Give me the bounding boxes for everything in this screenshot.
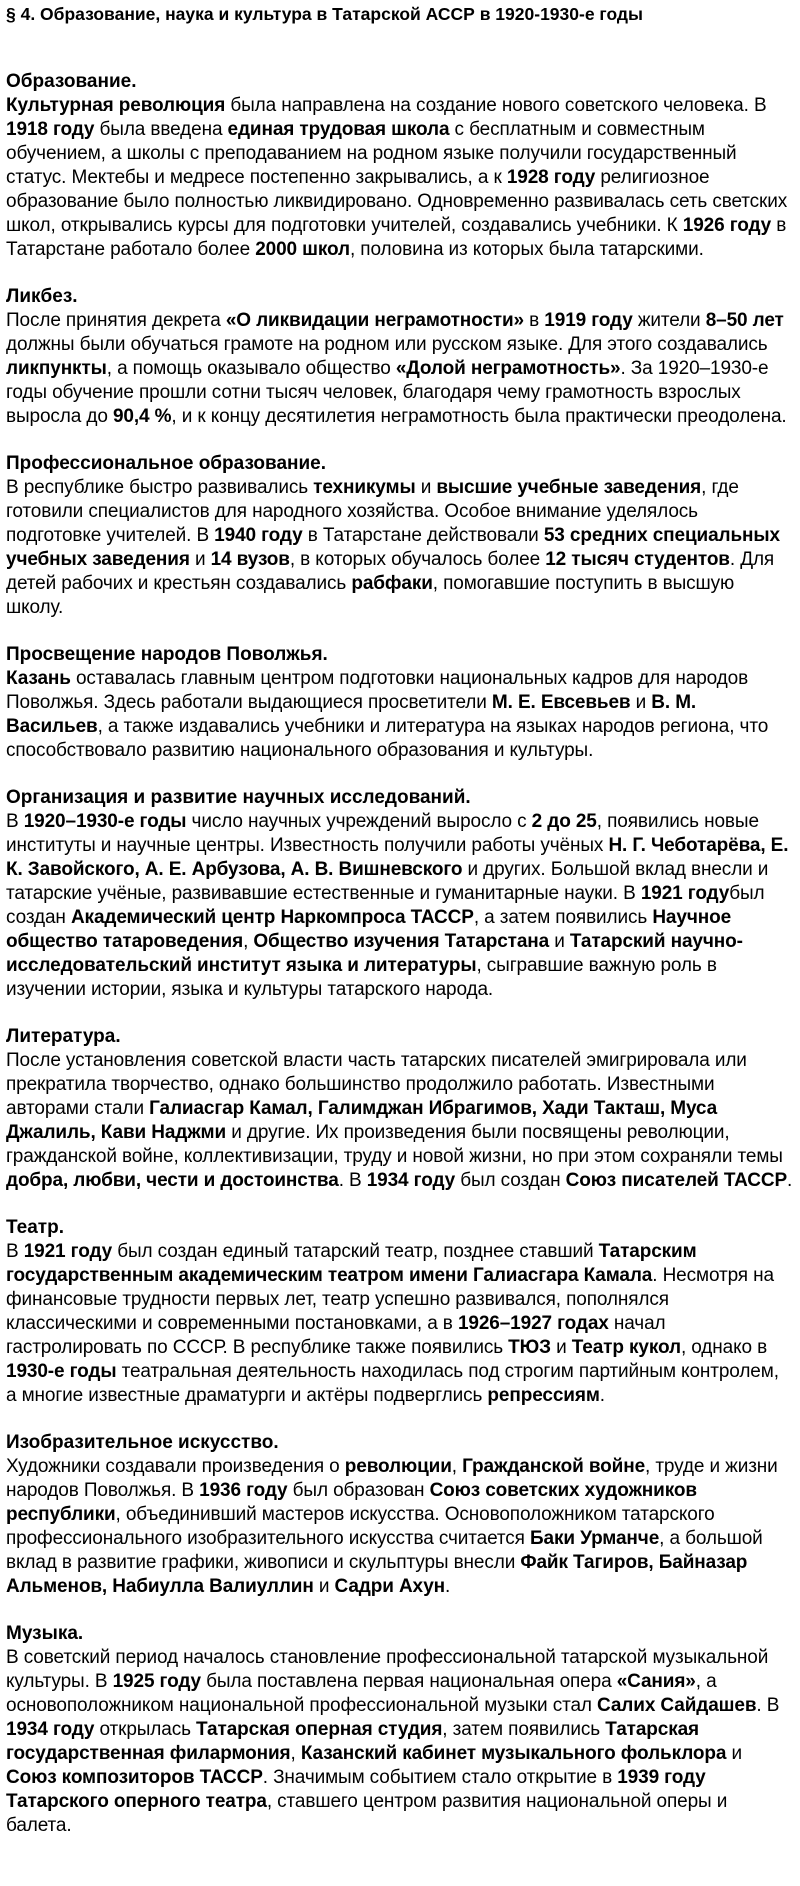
body-text: , а помощь оказывало общество bbox=[106, 358, 396, 379]
body-text: , bbox=[451, 1456, 463, 1477]
body-text: был создан единый татарский театр, позднее ставший bbox=[112, 1241, 599, 1262]
emphasis-text: 1921 году bbox=[23, 1241, 113, 1262]
emphasis-text: 1934 году bbox=[366, 1170, 456, 1191]
emphasis-text: ликпункты bbox=[6, 358, 107, 379]
body-text: В bbox=[6, 811, 24, 832]
body-text: и bbox=[415, 477, 437, 498]
section-heading: Образование. bbox=[6, 71, 137, 92]
section bbox=[6, 1431, 794, 1599]
body-text: , а также издавались учебники и литература на языках народов региона, что способствовало развитию национального образования и культуры. bbox=[6, 716, 769, 761]
body-text: Художники создавали произведения о bbox=[6, 1456, 345, 1477]
body-text: . За 1920–1930-е годы обучение прошли сотни тысяч человек, благодаря чему грамотность взрослых выросла до bbox=[6, 358, 769, 427]
emphasis-text: 1936 году bbox=[199, 1480, 288, 1501]
body-text: театральная деятельность находилась под строгим партийным контролем, а многие известные драматурги и актёры подверглись bbox=[6, 1361, 779, 1406]
emphasis-text: 1919 году bbox=[544, 310, 633, 331]
body-text: , в которых обучалось более bbox=[289, 549, 546, 570]
emphasis-text: репрессиям bbox=[487, 1385, 600, 1406]
body-text: , и к концу десятилетия неграмотность была практически преодолена. bbox=[171, 406, 787, 427]
section-heading: Профессиональное образование. bbox=[6, 453, 327, 474]
section bbox=[6, 452, 794, 620]
body-text: религиозное образование было полностью ликвидировано. Одновременно развивалась сеть светских школ, открывались курсы для подготовки учителей, создавались учебники. К bbox=[6, 167, 788, 236]
section-paragraph bbox=[6, 1455, 794, 1599]
emphasis-text: Баки Урманче bbox=[530, 1528, 660, 1549]
section-heading: Изобразительное искусство. bbox=[6, 1432, 279, 1453]
section-paragraph bbox=[6, 94, 794, 262]
body-text: После установления советской власти часть татарских писателей эмигрировала или прекратила творчество, однако большинство продолжило работать. Известными авторами стали bbox=[6, 1050, 747, 1119]
body-text: в bbox=[524, 310, 545, 331]
body-text: , однако в bbox=[680, 1337, 768, 1358]
section-paragraph bbox=[6, 667, 794, 763]
body-text: и других. Большой вклад внесли и татарские учёные, развивавшие естественные и гуманитарные науки. В bbox=[6, 859, 769, 904]
body-text: . В bbox=[338, 1170, 367, 1191]
body-text: оставалась главным центром подготовки национальных кадров для народов Поволжья. Здесь работали выдающиеся просветители bbox=[6, 668, 749, 713]
body-text: с бесплатным и совместным обучением, а школы с преподаванием на родном языке получили государственный статус. Мектебы и медресе постепенно закрывались, а к bbox=[6, 119, 737, 188]
emphasis-text: Союз советских художников республики bbox=[6, 1480, 697, 1525]
body-text: В bbox=[6, 1241, 24, 1262]
body-text: После принятия декрета bbox=[6, 310, 226, 331]
section-heading: Литература. bbox=[6, 1026, 121, 1047]
body-text: , помогавшие поступить в высшую школу. bbox=[6, 573, 735, 618]
emphasis-text: В. М. Васильев bbox=[6, 692, 697, 737]
body-text: и bbox=[313, 1576, 335, 1597]
emphasis-text: 1918 году bbox=[6, 119, 95, 140]
body-text: , где готовили специалистов для народного хозяйства. Особое внимание уделялось подготовке учителей. В bbox=[6, 477, 739, 546]
section-heading: Музыка. bbox=[6, 1623, 84, 1644]
emphasis-text: 1930-е годы bbox=[6, 1361, 117, 1382]
emphasis-text: Татарским государственным академическим театром имени Галиасгара Камала bbox=[6, 1241, 697, 1286]
section bbox=[6, 70, 794, 262]
section-paragraph bbox=[6, 1646, 794, 1838]
body-text: должны были обучаться грамоте на родном или русском языке. Для этого создавались bbox=[6, 334, 768, 355]
emphasis-text: Файк Тагиров, Байназар Альменов, Набиулла Валиуллин bbox=[6, 1552, 748, 1597]
section bbox=[6, 285, 794, 429]
section bbox=[6, 1216, 794, 1408]
body-text: был создан bbox=[455, 1170, 566, 1191]
emphasis-text: Казань bbox=[6, 668, 71, 689]
body-text: . В bbox=[756, 1695, 780, 1716]
body-text: , объединивший мастеров искусства. Основоположником татарского профессионального изобразительного искусства считается bbox=[6, 1504, 715, 1549]
section-heading: Просвещение народов Поволжья. bbox=[6, 644, 328, 665]
body-text: , сыгравшие важную роль в изучении истории, языка и культуры татарского народа. bbox=[6, 955, 717, 1000]
body-text: в Татарстане действовали bbox=[302, 525, 544, 546]
body-text: . bbox=[599, 1385, 605, 1406]
body-text: был создан bbox=[6, 883, 765, 928]
body-text: и bbox=[189, 549, 211, 570]
emphasis-text: Научное общество татароведения bbox=[6, 907, 732, 952]
section-heading: Ликбез. bbox=[6, 286, 78, 307]
body-text: . Значимым событием стало открытие в bbox=[262, 1767, 618, 1788]
emphasis-text: М. Е. Евсевьев bbox=[491, 692, 631, 713]
section-paragraph bbox=[6, 1049, 794, 1193]
body-text: была поставлена первая национальная опера bbox=[200, 1671, 617, 1692]
body-text: в Татарстане работало более bbox=[6, 215, 787, 260]
body-text: и bbox=[726, 1743, 742, 1764]
emphasis-text: рабфаки bbox=[351, 573, 433, 594]
body-text: число научных учреждений выросло с bbox=[186, 811, 532, 832]
emphasis-text: Казанский кабинет музыкального фольклора bbox=[300, 1743, 727, 1764]
body-text: , ставшего центром развития национальной оперы и балета. bbox=[6, 1791, 728, 1836]
section bbox=[6, 643, 794, 763]
sections-container bbox=[6, 70, 794, 1838]
body-text: жители bbox=[632, 310, 706, 331]
body-text: В республике быстро развивались bbox=[6, 477, 314, 498]
emphasis-text: «Сания» bbox=[616, 1671, 696, 1692]
emphasis-text: 1920–1930-е годы bbox=[23, 811, 187, 832]
section-heading: Театр. bbox=[6, 1217, 64, 1238]
body-text: . bbox=[445, 1576, 451, 1597]
body-text: и bbox=[550, 1337, 572, 1358]
emphasis-text: 1928 году bbox=[506, 167, 596, 188]
section bbox=[6, 1622, 794, 1838]
body-text: открылась bbox=[94, 1719, 197, 1740]
emphasis-text: 90,4 % bbox=[112, 406, 172, 427]
body-text: и другие. Их произведения были посвящены революции, гражданской войне, коллективизации, труду и новой жизни, но при этом сохраняли темы bbox=[6, 1122, 783, 1167]
emphasis-text: 1934 году bbox=[6, 1719, 95, 1740]
emphasis-text: 1926–1927 годах bbox=[457, 1313, 609, 1334]
emphasis-text: 1921 году bbox=[640, 883, 730, 904]
section-paragraph bbox=[6, 309, 794, 429]
body-text: , появились новые институты и научные центры. Известность получили работы учёных bbox=[6, 811, 759, 856]
emphasis-text: 12 тысяч студентов bbox=[545, 549, 730, 570]
body-text: и bbox=[630, 692, 652, 713]
body-text: начал гастролировать по СССР. В республике также появились bbox=[6, 1313, 666, 1358]
section-heading: Организация и развитие научных исследований. bbox=[6, 787, 471, 808]
emphasis-text: Академический центр Наркомпроса ТАССР bbox=[70, 907, 474, 928]
emphasis-text: Общество изучения Татарстана bbox=[253, 931, 550, 952]
emphasis-text: Культурная революция bbox=[6, 95, 226, 116]
emphasis-text: Садри Ахун bbox=[334, 1576, 446, 1597]
body-text: была направлена на создание нового советского человека. В bbox=[225, 95, 767, 116]
emphasis-text: 1925 году bbox=[112, 1671, 201, 1692]
section-paragraph bbox=[6, 810, 794, 1002]
emphasis-text: 14 вузов bbox=[210, 549, 290, 570]
body-text: и bbox=[549, 931, 570, 952]
emphasis-text: 2 до 25 bbox=[531, 811, 597, 832]
emphasis-text: 1939 году Татарского оперного театра bbox=[6, 1767, 706, 1812]
emphasis-text: техникумы bbox=[313, 477, 416, 498]
body-text: , bbox=[290, 1743, 301, 1764]
page-title: § 4. Образование, наука и культура в Татарской АССР в 1920-1930-е годы bbox=[6, 4, 643, 24]
emphasis-text: добра, любви, чести и достоинства bbox=[6, 1170, 339, 1191]
body-text: , а большой вклад в развитие графики, живописи и скульптуры внесли bbox=[6, 1528, 763, 1573]
body-text: , труде и жизни народов Поволжья. В bbox=[6, 1456, 778, 1501]
emphasis-text: революции bbox=[344, 1456, 452, 1477]
emphasis-text: Гражданской войне bbox=[462, 1456, 646, 1477]
body-text: была введена bbox=[94, 119, 228, 140]
section bbox=[6, 1025, 794, 1193]
emphasis-text: Салих Сайдашев bbox=[597, 1695, 757, 1716]
body-text: , половина из которых была татарскими. bbox=[349, 239, 704, 260]
body-text: был образован bbox=[287, 1480, 430, 1501]
emphasis-text: 53 средних специальных учебных заведения bbox=[6, 525, 780, 570]
emphasis-text: Союз писателей ТАССР bbox=[565, 1170, 787, 1191]
emphasis-text: 2000 школ bbox=[255, 239, 350, 260]
body-text: , затем появились bbox=[442, 1719, 606, 1740]
body-text: . Несмотря на финансовые трудности первых лет, театр успешно развивался, пополнялся классическими и современными постановками, а в bbox=[6, 1265, 774, 1334]
emphasis-text: «Долой неграмотность» bbox=[395, 358, 621, 379]
emphasis-text: высшие учебные заведения bbox=[436, 477, 702, 498]
body-text: . bbox=[787, 1170, 793, 1191]
body-text: . Для детей рабочих и крестьян создавались bbox=[6, 549, 775, 594]
emphasis-text: Н. Г. Чеботарёва, Е. К. Завойского, А. Е. Арбузова, А. В. Вишневского bbox=[6, 835, 789, 880]
emphasis-text: «О ликвидации неграмотности» bbox=[225, 310, 524, 331]
section-paragraph bbox=[6, 476, 794, 620]
emphasis-text: Татарский научно-исследовательский институт языка и литературы bbox=[6, 931, 743, 976]
emphasis-text: Союз композиторов ТАССР bbox=[6, 1767, 263, 1788]
emphasis-text: 1926 году bbox=[682, 215, 772, 236]
body-text: В советский период началось становление профессиональной татарской музыкальной культуры. В bbox=[6, 1647, 769, 1692]
emphasis-text: ТЮЗ bbox=[508, 1337, 551, 1358]
body-text: , а затем появились bbox=[473, 907, 653, 928]
emphasis-text: Театр кукол bbox=[571, 1337, 681, 1358]
emphasis-text: Галиасгар Камал, Галимджан Ибрагимов, Хади Такташ, Муса Джалиль, Кави Наджми bbox=[6, 1098, 718, 1143]
body-text: , bbox=[243, 931, 254, 952]
section-paragraph bbox=[6, 1240, 794, 1408]
body-text: , а основоположником национальной профессиональной музыки стал bbox=[6, 1671, 717, 1716]
emphasis-text: 1940 году bbox=[214, 525, 303, 546]
emphasis-text: Татарская государственная филармония bbox=[6, 1719, 700, 1764]
emphasis-text: 8–50 лет bbox=[705, 310, 784, 331]
emphasis-text: единая трудовая школа bbox=[227, 119, 450, 140]
emphasis-text: Татарская оперная студия bbox=[196, 1719, 443, 1740]
section bbox=[6, 786, 794, 1002]
